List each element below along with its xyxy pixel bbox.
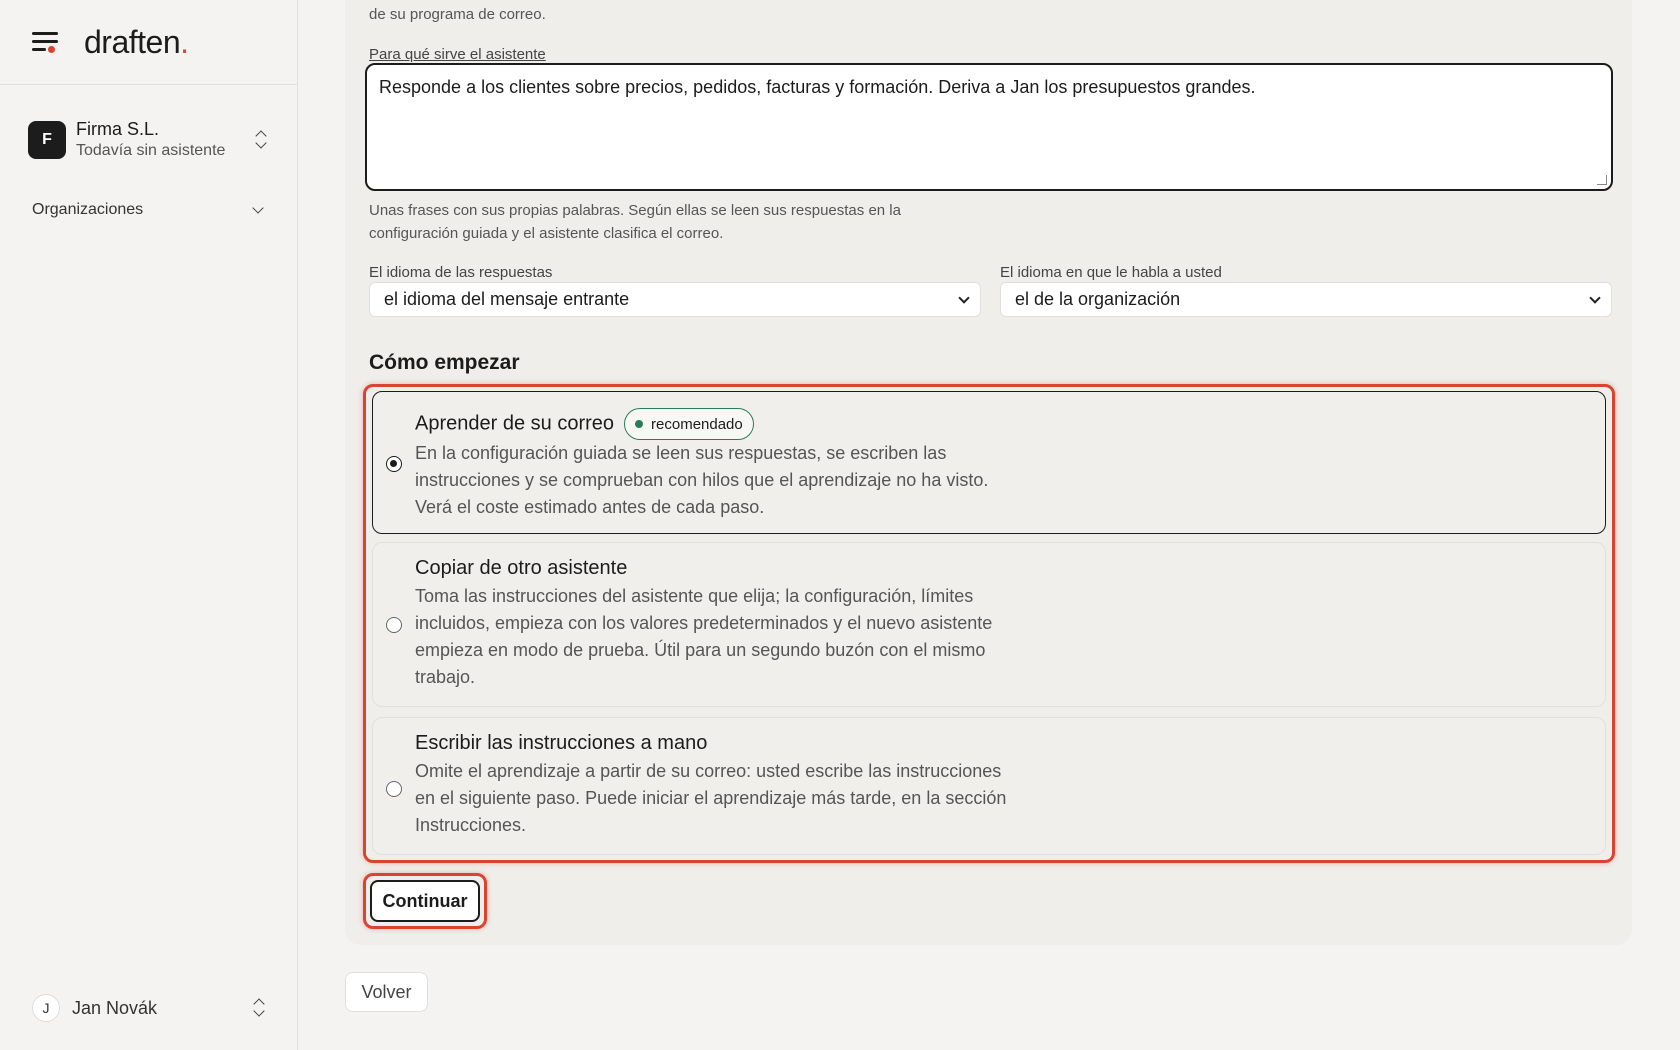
- purpose-textarea[interactable]: [365, 63, 1613, 191]
- chevron-down-icon: [1589, 292, 1600, 303]
- intro-text: de su programa de correo.: [369, 6, 546, 23]
- reply-language-select[interactable]: [369, 282, 981, 317]
- option-write-manually[interactable]: [372, 717, 1606, 855]
- resize-handle[interactable]: [1597, 175, 1607, 185]
- purpose-help-text: Unas frases con sus propias palabras. Según ellas se leen sus respuestas en la configuración guiada y el asistente clasifica el correo.: [369, 202, 901, 242]
- chevron-up-down-icon: [254, 130, 268, 150]
- option-title: Escribir las instrucciones a mano: [415, 732, 708, 754]
- option-description: Omite el aprendizaje a partir de su correo: usted escribe las instrucciones en el siguiente paso. Puede iniciar el aprendizaje más tarde, en la sección Instrucciones.: [415, 761, 1007, 835]
- menu-icon[interactable]: [32, 31, 60, 53]
- reply-language-value: el idioma del mensaje entrante: [384, 289, 630, 309]
- ui-language-value: el de la organización: [1015, 289, 1181, 309]
- chevron-up-down-icon: [252, 998, 266, 1018]
- radio-learn-from-email[interactable]: [386, 456, 402, 472]
- option-description: Toma las instrucciones del asistente que elija; la configuración, límites incluidos, empieza con los valores predeterminados y el nuevo asistente empieza en modo de prueba. Útil para un segundo buzón con el mismo trabajo.: [415, 586, 993, 687]
- radio-copy-assistant[interactable]: [386, 617, 402, 633]
- recommended-badge: recomendado: [624, 408, 754, 440]
- radio-write-manually[interactable]: [386, 781, 402, 797]
- option-description: En la configuración guiada se leen sus respuestas, se escriben las instrucciones y se comprueban con hilos que el aprendizaje no ha visto. Verá el coste estimado antes de cada paso.: [415, 443, 989, 517]
- continue-button[interactable]: Continuar: [370, 880, 480, 922]
- ui-language-label: El idioma en que le habla a usted: [1000, 264, 1222, 281]
- chevron-down-icon: [958, 292, 969, 303]
- section-title: Cómo empezar: [369, 351, 520, 374]
- reply-language-label: El idioma de las respuestas: [369, 264, 553, 281]
- user-switcher[interactable]: [32, 993, 266, 1023]
- purpose-label: Para qué sirve el asistente: [369, 46, 546, 63]
- sidebar: [0, 0, 298, 1050]
- option-copy-assistant[interactable]: [372, 542, 1606, 707]
- sidebar-item-organizations[interactable]: [32, 198, 266, 222]
- logo[interactable]: draften.: [84, 23, 189, 60]
- status-dot-icon: [635, 420, 643, 428]
- org-switcher[interactable]: [28, 118, 268, 162]
- chevron-down-icon: [252, 202, 263, 213]
- avatar: J: [32, 994, 60, 1022]
- purpose-text: Responde a los clientes sobre precios, pedidos, facturas y formación. Deriva a Jan los presupuestos grandes.: [379, 77, 1256, 97]
- org-name: Firma S.L.: [76, 119, 160, 139]
- setup-card: [345, 0, 1632, 945]
- sidebar-item-label: Organizaciones: [32, 201, 144, 218]
- org-avatar: F: [28, 121, 66, 159]
- sidebar-header: [0, 0, 297, 85]
- user-name: Jan Novák: [72, 997, 158, 1018]
- option-title: Aprender de su correo recomendado: [415, 408, 754, 440]
- start-options: [363, 384, 1615, 863]
- option-title: Copiar de otro asistente: [415, 557, 628, 579]
- option-learn-from-email[interactable]: [372, 391, 1606, 534]
- org-subtitle: Todavía sin asistente: [76, 142, 226, 159]
- back-button[interactable]: Volver: [345, 972, 428, 1012]
- ui-language-select[interactable]: [1000, 282, 1612, 317]
- continue-highlight: [363, 873, 487, 929]
